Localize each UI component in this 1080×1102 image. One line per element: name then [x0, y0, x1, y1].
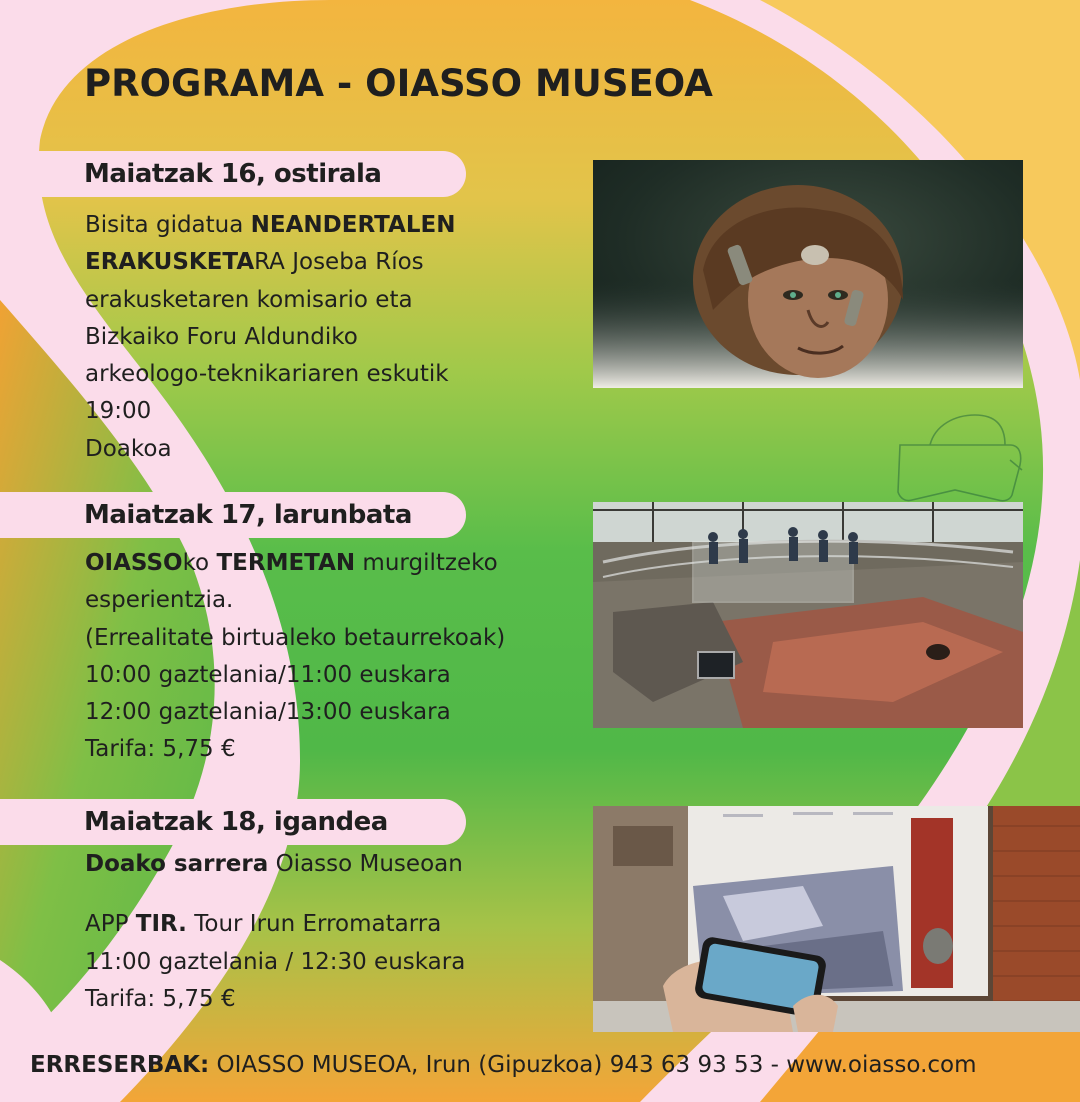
page-title: PROGRAMA - OIASSO MUSEOA: [84, 62, 713, 105]
museum-name: OIASSO: [85, 550, 183, 576]
event-time: 19:00: [85, 398, 152, 425]
day-header-3: [0, 799, 466, 845]
day-label: Maiatzak 18, igandea: [84, 807, 388, 837]
baths-name: TERMETAN: [216, 550, 356, 576]
text-line: Bizkaiko Foru Aldundiko: [85, 323, 358, 350]
reservations-footer: [30, 1052, 977, 1078]
text-fragment: murgiltzeko: [355, 550, 498, 576]
exhibition-name: ERAKUSKETA: [85, 249, 255, 276]
text-line: erakusketaren komisario eta: [85, 286, 413, 313]
text-line: [85, 906, 465, 943]
museum-app-photo: [593, 806, 1080, 1032]
day-3-description: [85, 846, 465, 1018]
exhibition-name: NEANDERTALEN: [250, 212, 456, 238]
text-line: esperientzia.: [85, 587, 234, 614]
spacer: [85, 883, 465, 906]
day-1-description: [85, 207, 455, 468]
day-2-description: [85, 545, 505, 769]
footer-label: ERRESERBAK:: [30, 1052, 210, 1078]
footer-contact: OIASSO MUSEOA, Irun (Gipuzkoa) 943 63 93 53 - www.oiasso.com: [209, 1052, 977, 1078]
event-time: 10:00 gaztelania/11:00 euskara: [85, 661, 451, 688]
event-price: Doakoa: [85, 435, 172, 462]
free-entry-label: Doako sarrera: [85, 851, 269, 877]
text-fragment: Bisita gidatua: [85, 212, 251, 238]
event-price: Tarifa: 5,75 €: [85, 736, 236, 763]
text-fragment: APP: [85, 911, 136, 938]
day-header-1: [0, 151, 466, 197]
event-time: 11:00 gaztelania / 12:30 euskara: [85, 948, 466, 975]
text-fragment: RA Joseba Ríos: [254, 249, 424, 276]
text-line: (Errealitate birtualeko betaurrekoak): [85, 624, 506, 651]
day-label: Maiatzak 17, larunbata: [84, 500, 412, 530]
text-line: [85, 545, 505, 582]
text-line: [85, 244, 455, 281]
neanderthal-illustration: [593, 160, 1023, 388]
text-line: [85, 207, 455, 244]
text-line: arkeologo-teknikariaren eskutik: [85, 361, 449, 388]
text-fragment: Oiasso Museoan: [268, 851, 463, 877]
text-fragment: ko: [182, 550, 217, 576]
app-name: TIR.: [135, 911, 187, 938]
text-fragment: Tour Irun Erromatarra: [186, 911, 442, 938]
day-header-2: [0, 492, 466, 538]
text-line: [85, 846, 465, 883]
event-price: Tarifa: 5,75 €: [85, 985, 236, 1012]
event-time: 12:00 gaztelania/13:00 euskara: [85, 699, 451, 726]
day-label: Maiatzak 16, ostirala: [84, 159, 382, 189]
roman-baths-photo: [593, 502, 1023, 728]
